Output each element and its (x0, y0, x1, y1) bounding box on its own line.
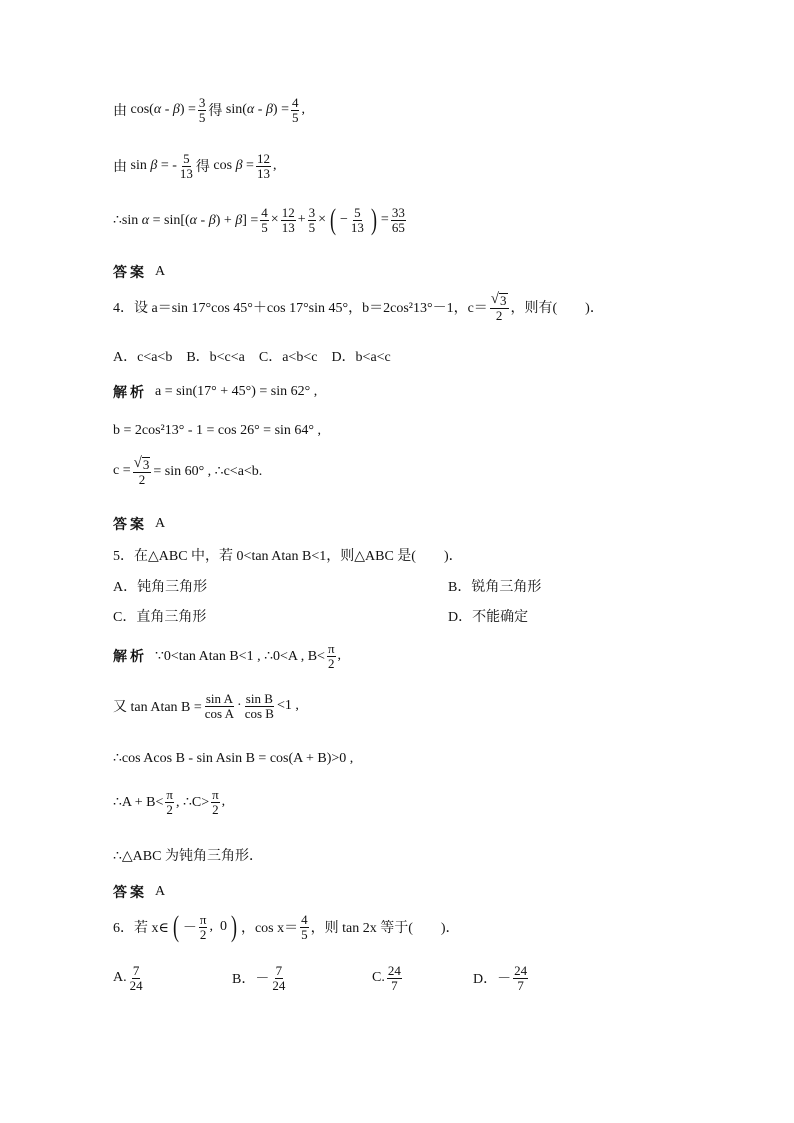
fraction-33-65: $\frac{33}{65}$ (391, 204, 405, 235)
q4-analysis-line3: c = √ 3 2 = sin 60° , ∴c<a<b. (113, 455, 263, 487)
sol3-line2: 由 sin β = - $\frac{5}{13}$ 得 cos β = $\frac{12}{13}$ , (113, 151, 277, 181)
answer-5: 答案 A (113, 884, 166, 901)
q6-option-a: A. $\frac{7}{24}$ (113, 963, 143, 993)
q5-option-d: D．不能确定 (448, 610, 529, 625)
q4-analysis-line1: 解析 a = sin(17° + 45°) = sin 62° , (113, 384, 318, 401)
answer-4: 答案 A (113, 516, 166, 533)
fraction-5-13: $\frac{5}{13}$ (179, 151, 193, 181)
fraction-3-5: $\frac{3}{5}$ (198, 95, 206, 125)
question-4-options: A．c<a<b B．b<c<a C．a<b<c D．b<a<c (113, 350, 391, 365)
q5-analysis-line1: 解析 ∵0<tan Atan B<1 , ∴0<A , B< $\frac{\pi}{2}$ , (113, 641, 342, 671)
question-4: 4．设 a＝sin 17°cos 45°＋cos 17°sin 45°，b＝2cos²13°－1，c＝ √ 3 2 ，则有( )． (113, 291, 604, 323)
q5-option-a: A．钝角三角形 (113, 580, 208, 595)
fraction-4-5: $\frac{4}{5}$ (291, 95, 299, 125)
fraction-sqrt3-2: √ 3 2 (490, 291, 507, 323)
question-5: 5．在△ABC 中，若 0<tan Atan B<1，则△ABC 是( )． (113, 549, 463, 564)
fraction-12-13: $\frac{12}{13}$ (256, 151, 270, 181)
q5-analysis-line2: 又 tan Atan B = $\frac{\text{sin A}}{\text{cos A}}$ · $\frac{\text{sin B}}{\text{cos B}}$ <1 , (113, 691, 299, 721)
q5-option-b: B．锐角三角形 (448, 580, 542, 595)
sol3-line1: 由 cos(α - β) = $\frac{3}{5}$ 得 sin(α - β) = $\frac{4}{5}$ , (113, 95, 305, 125)
q5-analysis-line5: ∴△ABC 为钝角三角形． (113, 849, 263, 864)
sol3-line3: ∴sin α = sin[(α - β) + β] = $\frac{4}{5}$ × $\frac{12}{13}$ + $\frac{3}{5}$ × ( − $\frac{5}{13}$ ) = $\frac{33}{65}$ (113, 203, 405, 236)
q5-analysis-line4: ∴A + B< $\frac{\pi}{2}$ , ∴C> $\frac{\pi}{2}$ , (113, 787, 226, 817)
q6-option-d: D．－ $\frac{24}{7}$ (473, 963, 528, 993)
answer-3: 答案 A (113, 264, 166, 281)
q6-option-c: C. $\frac{24}{7}$ (372, 963, 401, 993)
q4-analysis-line2: b = 2cos²13° - 1 = cos 26° = sin 64° , (113, 423, 322, 438)
q6-option-b: B．－ $\frac{7}{24}$ (232, 963, 286, 993)
question-6: 6．若 x∈ ( － $\frac{\pi}{2}$ , 0 ) ，cos x＝ $\frac{4}{5}$ ，则 tan 2x 等于( )． (113, 910, 460, 943)
q5-option-c: C．直角三角形 (113, 610, 207, 625)
q5-analysis-line3: ∴cos Acos B - sin Asin B = cos(A + B)>0 , (113, 751, 354, 766)
